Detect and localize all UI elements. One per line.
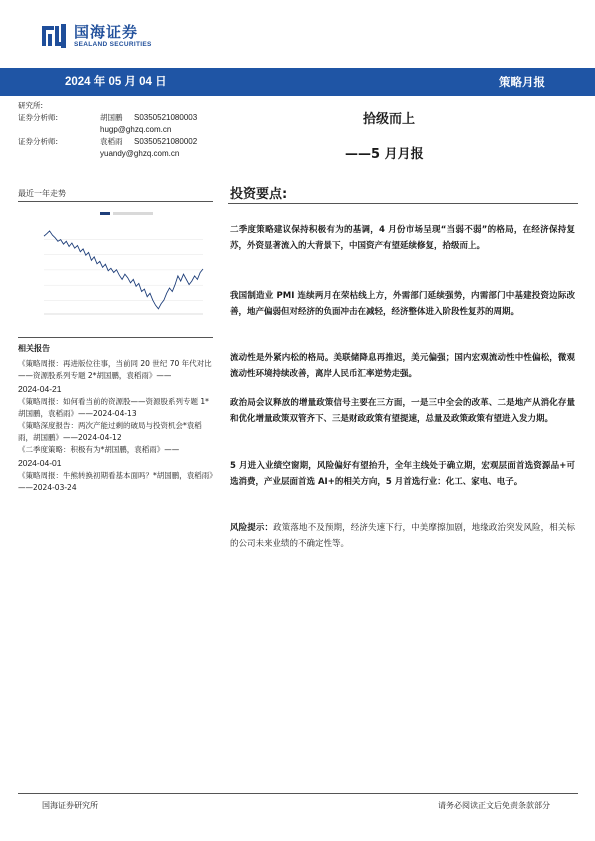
chart-section-label: 最近一年走势 xyxy=(18,189,66,198)
risk-warning-label: 风险提示： xyxy=(230,523,274,533)
divider xyxy=(18,201,213,202)
analyst-row xyxy=(18,136,197,148)
analyst-code: S0350521080002 xyxy=(134,137,198,146)
report-title: 拾级而上 xyxy=(363,112,416,127)
header-band xyxy=(0,68,595,96)
divider xyxy=(18,337,213,338)
logo-mark-icon xyxy=(40,22,68,50)
related-report-item[interactable] xyxy=(18,444,216,470)
related-reports-label: 相关报告 xyxy=(18,344,50,353)
highlight-paragraph: 5 月进入业绩空窗期，风险偏好有望抬升，全年主线处于确立期，宏观层面首选资源品+可选消费，产业层面首选 AI+的相关方向，5 月首选行业：化工、家电、电子。 xyxy=(230,461,575,487)
related-report-item[interactable] xyxy=(18,470,216,494)
analyst-block xyxy=(18,100,197,160)
logo-name-cn: 国海证券 xyxy=(74,22,139,41)
report-subtitle: ——5 月月报 xyxy=(345,147,424,162)
related-report-text: 《策略周报：牛熊转换初期看基本面吗？*胡国鹏，袁稻雨》——2024-03-24 xyxy=(18,471,213,492)
highlight-paragraph: 二季度策略建议保持积极有为的基调，4 月份市场呈现“当弱不弱”的格局，在经济保持复苏，外资显著流入的大背景下，中国资产有望延续修复，拾级而上。 xyxy=(230,225,575,251)
analyst-role: 证券分析师: xyxy=(18,137,59,146)
analyst-name: 袁稻雨 xyxy=(100,137,123,146)
related-report-text: 《二季度策略：积极有为*胡国鹏，袁稻雨》—— xyxy=(18,445,180,454)
legend-label-placeholder xyxy=(113,212,153,215)
logo-name-en: SEALAND SECURITIES xyxy=(74,40,152,48)
investment-highlights-title: 投资要点: xyxy=(230,187,288,202)
divider xyxy=(228,203,578,204)
analyst-email[interactable]: hugp@ghzq.com.cn xyxy=(100,125,172,134)
footer-disclaimer: 请务必阅读正文后免责条款部分 xyxy=(438,801,550,810)
analyst-code: S0350521080003 xyxy=(134,113,198,122)
related-report-text: 《策略周报：如何看当前的资源股——资源股系列专题 1*胡国鹏，袁稻雨》——2024-04-13 xyxy=(18,397,209,418)
performance-chart xyxy=(18,206,213,331)
highlight-paragraph: 我国制造业 PMI 连续两月在荣枯线上方，外需部门延续强势，内需部门中基建投资边际改善，地产偏弱但对经济的负面冲击在减轻，经济整体进入阶段性复苏的周期。 xyxy=(230,291,575,317)
related-report-date: 2024-04-21 xyxy=(18,384,62,394)
related-report-date: 2024-04-01 xyxy=(18,458,62,468)
company-logo xyxy=(40,20,152,52)
analyst-role: 证券分析师: xyxy=(18,113,59,122)
institute-label: 研究所: xyxy=(18,101,44,110)
related-reports-list xyxy=(18,358,216,494)
report-type: 策略月报 xyxy=(499,75,545,89)
analyst-email[interactable]: yuandy@ghzq.com.cn xyxy=(100,149,180,158)
related-report-item[interactable] xyxy=(18,396,216,420)
risk-warning xyxy=(230,520,575,552)
footer-divider xyxy=(18,793,578,794)
related-report-text: 《策略周报：再进版位往事，当前同 20 世纪 70 年代对比——资源股系列专题 2*胡国鹏，袁稻雨》—— xyxy=(18,359,212,380)
legend-swatch xyxy=(100,212,110,215)
related-report-item[interactable] xyxy=(18,358,216,396)
related-report-text: 《策略深度报告：两次产能过剩的破局与投资机会*袁稻雨，胡国鹏》——2024-04-12 xyxy=(18,421,202,442)
analyst-name: 胡国鹏 xyxy=(100,113,123,122)
risk-warning-text: 政策落地不及预期，经济失速下行，中美摩擦加剧，地缘政治突发风险，相关标的公司未来业绩的不确定性等。 xyxy=(230,523,575,549)
highlight-paragraph: 政治局会议释放的增量政策信号主要在三方面，一是三中全会的改革、二是地产从消化存量和优化增量政策双管齐下、三是财政政策有望提速，总量及政策政策有望进入发力期。 xyxy=(230,398,575,424)
analyst-row xyxy=(18,112,197,124)
highlight-paragraph: 流动性是外紧内松的格局。美联储降息再推迟，美元偏强；国内宏观流动性中性偏松，微观流动性环境持续改善，离岸人民币汇率逆势走强。 xyxy=(230,353,575,379)
footer-institute: 国海证券研究所 xyxy=(42,801,98,810)
report-date: 2024 年 05 月 04 日 xyxy=(65,76,167,88)
chart-svg xyxy=(18,206,213,331)
related-report-item[interactable] xyxy=(18,420,216,444)
